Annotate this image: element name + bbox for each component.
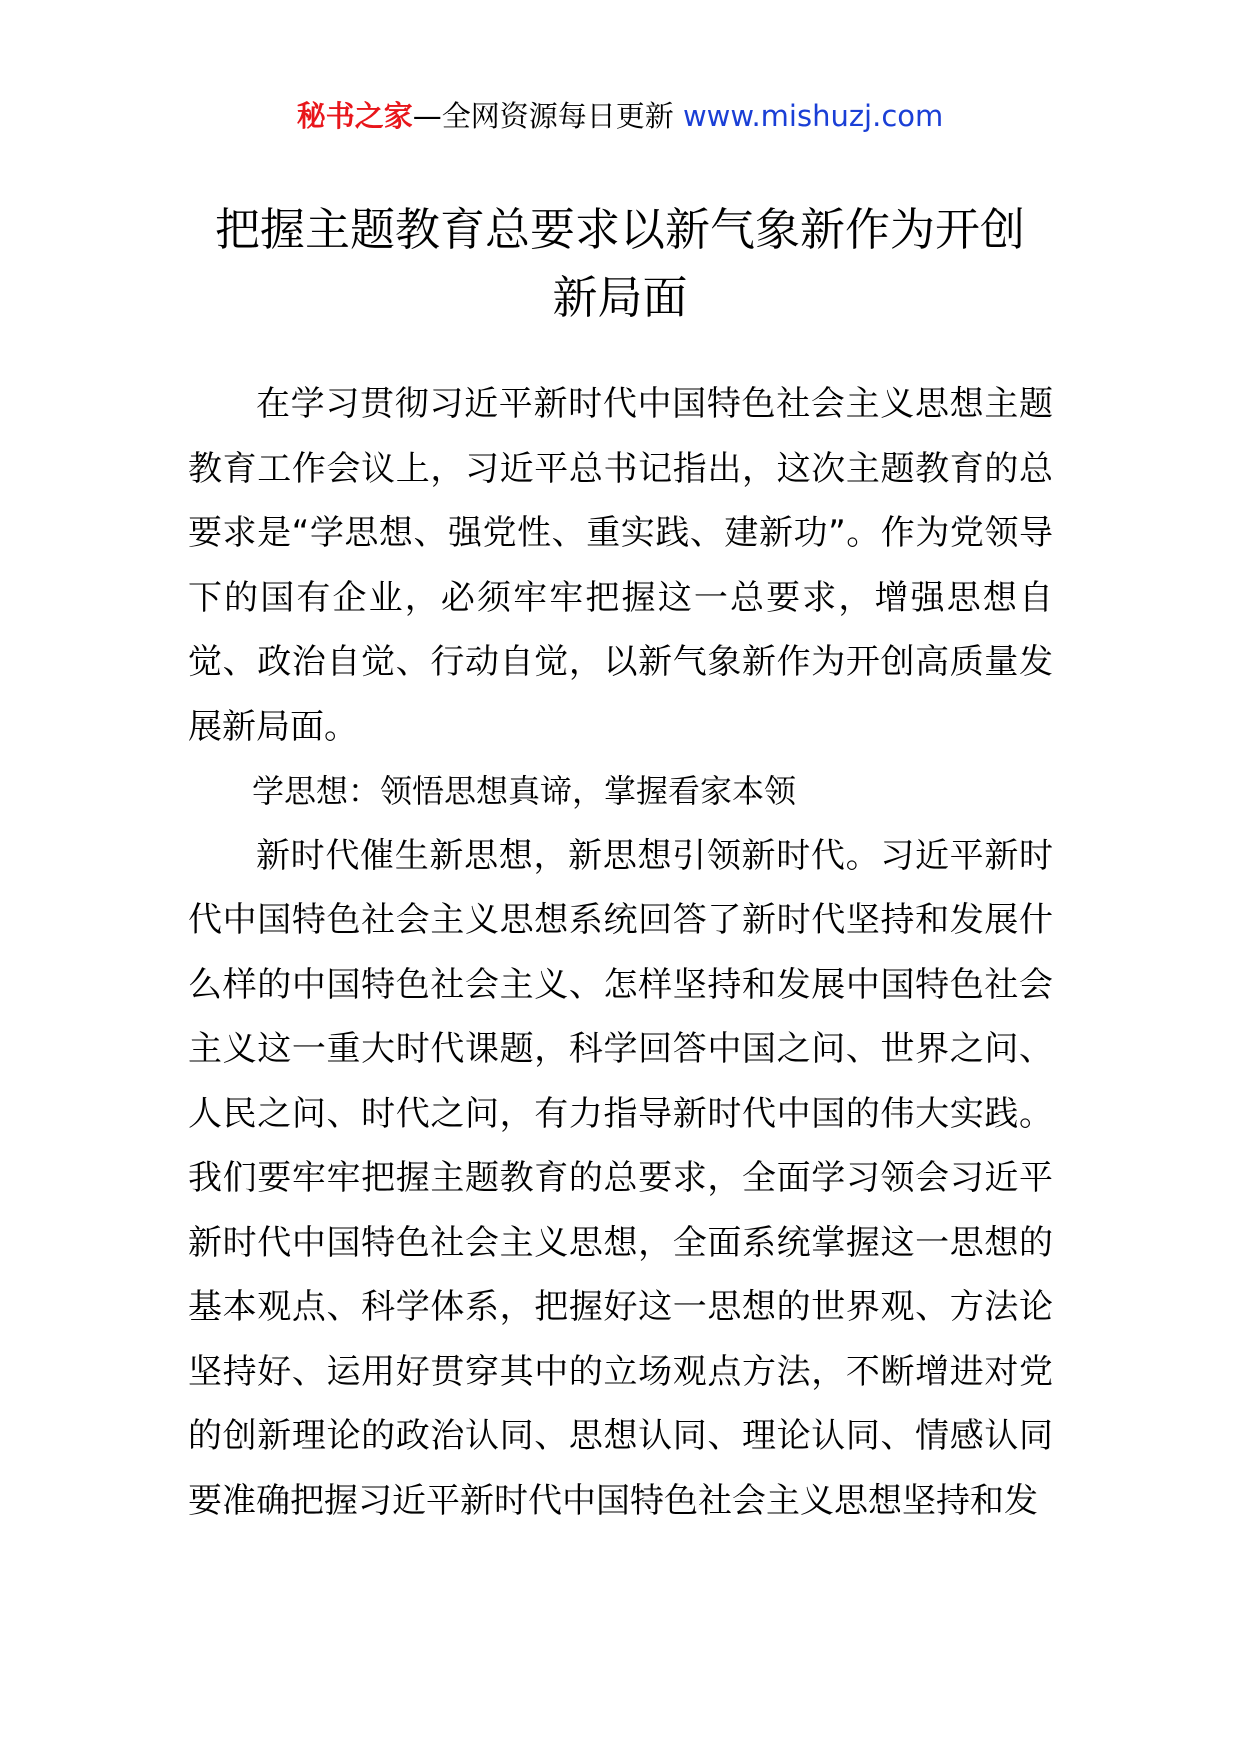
brand-name: 秘书之家	[296, 99, 413, 133]
site-url-link[interactable]: www.mishuzj.com	[682, 99, 944, 133]
section-subheading: 学思想：领悟思想真谛，掌握看家本领	[252, 772, 797, 810]
title-line-2: 新局面	[552, 271, 688, 324]
intro-paragraph: 在学习贯彻习近平新时代中国特色社会主义思想主题教育工作会议上，习近平总书记指出，这次主题教育的总要求是“学思想、强党性、重实践、建新功”。作为党领导下的国有企业，必须牢牢把握这一总要求，增强思想自觉、政治自觉、行动自觉，以新气象新作为开创高质量发展新局面。	[188, 384, 1053, 747]
title-line-1: 把握主题教育总要求以新气象新作为开创	[214, 203, 1025, 256]
body-paragraph: 新时代催生新思想，新思想引领新时代。习近平新时代中国特色社会主义思想系统回答了新时代坚持和发展什么样的中国特色社会主义、怎样坚持和发展中国特色社会主义这一重大时代课题，科学回答中国之问、世界之问、人民之问、时代之问，有力指导新时代中国的伟大实践。我们要牢牢把握主题教育的总要求，全面学习领会习近平新时代中国特色社会主义思想，全面系统掌握这一思想的基本观点、科学体系，把握好这一思想的世界观、方法论坚持好、运用好贯穿其中的立场观点方法，不断增进对党的创新理论的政治认同、思想认同、理论认同、情感认同要准确把握习近平新时代中国特色社会主义思想坚持和发	[188, 835, 1053, 1521]
site-header	[0, 96, 1240, 136]
header-tagline: —全网资源每日更新	[412, 99, 674, 133]
document-body	[188, 372, 1053, 1533]
document-title	[190, 196, 1050, 332]
